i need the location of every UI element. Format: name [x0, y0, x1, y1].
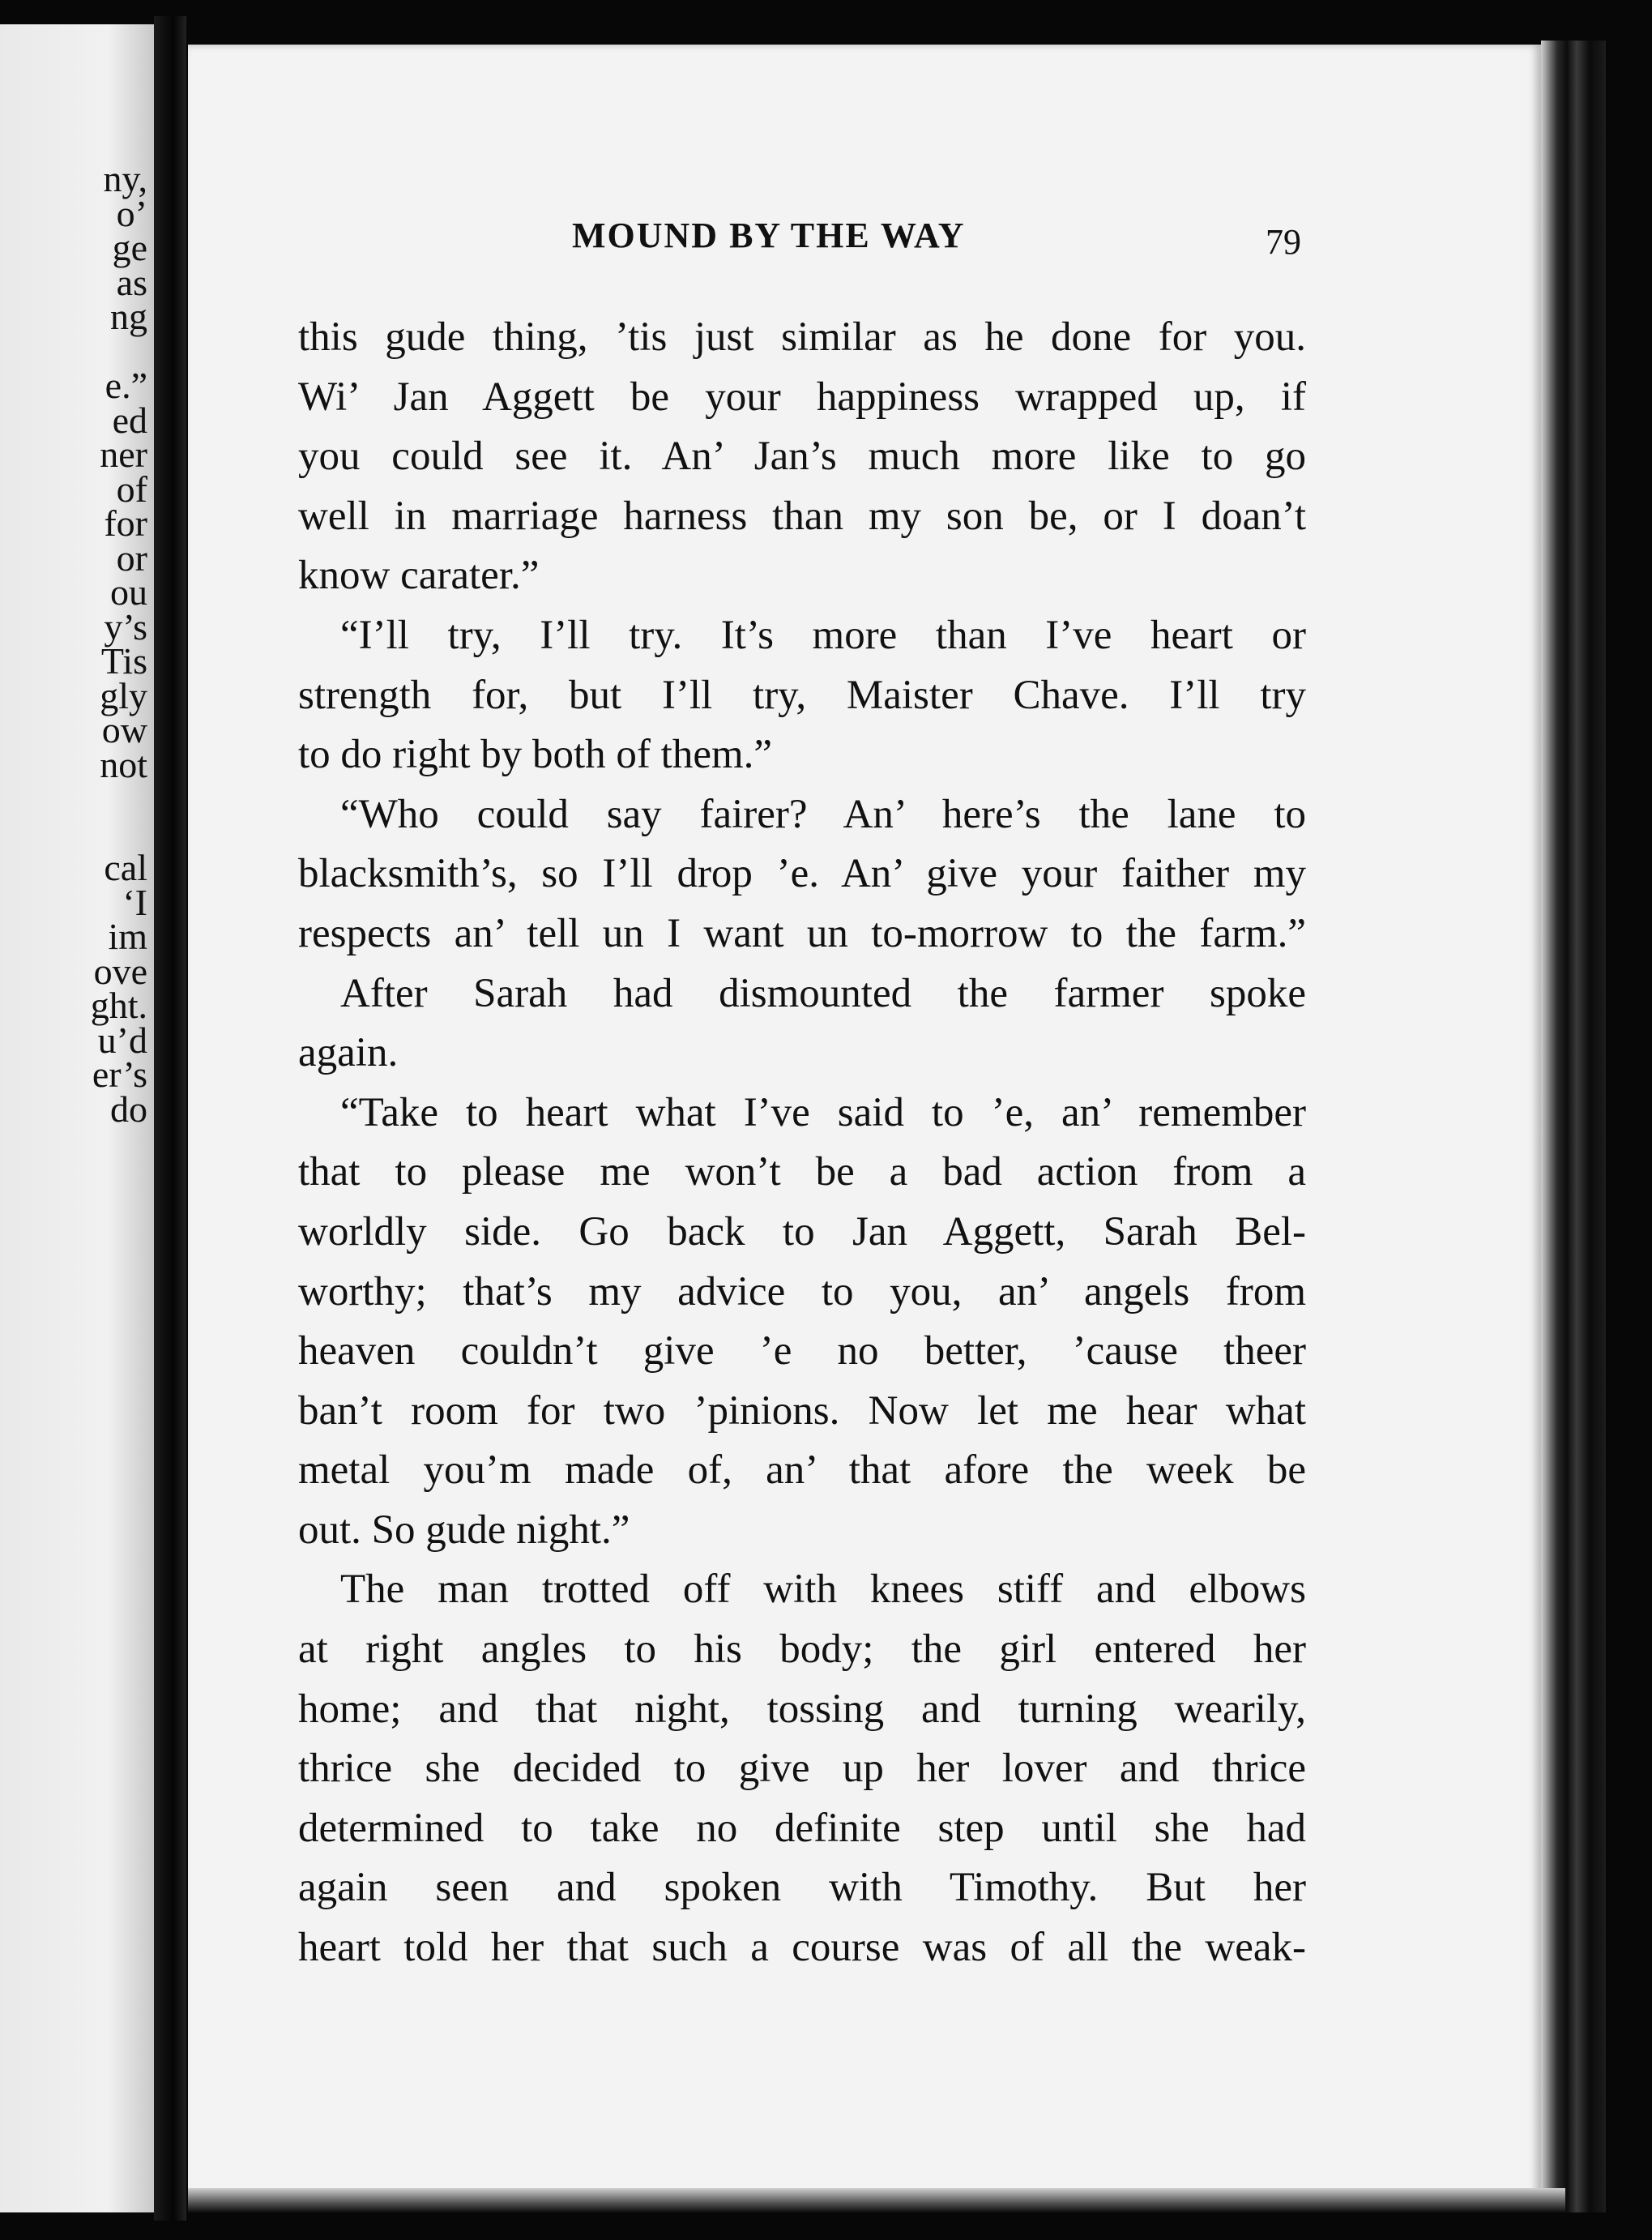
text-line: again seen and spoken with Timothy. But her — [298, 1865, 1306, 1911]
previous-page-line: gly — [100, 674, 147, 716]
text-line: ban’t room for two ’pinions. Now let me hear what — [298, 1387, 1306, 1434]
previous-page-line: for — [104, 502, 147, 544]
previous-page-line: o’ — [116, 192, 147, 234]
previous-page-line: im — [108, 916, 147, 957]
text-line: Wi’ Jan Aggett be your happiness wrapped up, if — [298, 374, 1306, 420]
text-line: thrice she decided to give up her lover and thrice — [298, 1746, 1306, 1792]
previous-page-line: ge — [112, 227, 147, 268]
page-header — [188, 215, 1541, 263]
body-text — [298, 308, 1306, 1978]
previous-page-line: ng — [110, 296, 147, 337]
previous-page-line: er’s — [92, 1054, 147, 1095]
previous-page-line: or — [116, 536, 147, 579]
previous-page-line: ny, — [103, 158, 147, 199]
running-title: MOUND BY THE WAY — [572, 216, 966, 255]
previous-page-line: ou — [110, 571, 147, 613]
previous-page-line: cal — [104, 847, 147, 888]
previous-page-line: ove — [93, 950, 147, 992]
previous-page-line: y’s — [104, 605, 147, 648]
text-line: “I’ll try, I’ll try. It’s more than I’ve heart or — [340, 612, 1306, 658]
text-line: The man trotted off with knees stiff and elbows — [340, 1567, 1306, 1613]
previous-page-line: of — [116, 468, 147, 510]
previous-page-line: do — [110, 1088, 147, 1130]
previous-page-line: ed — [112, 399, 147, 441]
text-line: determined to take no definite step until she had — [298, 1805, 1306, 1851]
text-line: metal you’m made of, an’ that afore the week be — [298, 1447, 1306, 1494]
text-line: heart told her that such a course was of all the weak- — [298, 1925, 1306, 1971]
previous-page-line: as — [116, 261, 147, 303]
previous-page-fragment — [0, 24, 154, 2212]
previous-page-line: not — [100, 743, 147, 785]
previous-page-line: ow — [101, 709, 147, 750]
previous-page-line: ner — [100, 434, 147, 475]
book-bottom-edge — [188, 2188, 1565, 2212]
text-line: again. — [298, 1030, 399, 1076]
text-line: blacksmith’s, so I’ll drop ’e. An’ give your faither my — [298, 851, 1306, 897]
text-line: “Who could say fairer? An’ here’s the lane to — [340, 791, 1306, 837]
book-page — [188, 45, 1541, 2204]
previous-page-line: u’d — [97, 1019, 147, 1061]
book-right-edge — [1541, 41, 1606, 2212]
text-line: you could see it. An’ Jan’s much more like to go — [298, 434, 1306, 480]
page-number: 79 — [1266, 222, 1301, 262]
text-line: “Take to heart what I’ve said to ’e, an’ remember — [340, 1089, 1306, 1135]
text-line: this gude thing, ’tis just similar as he done for you. — [298, 314, 1306, 360]
text-line: worthy; that’s my advice to you, an’ angels from — [298, 1268, 1306, 1315]
text-line: home; and that night, tossing and turning wearily, — [298, 1686, 1306, 1732]
text-line: out. So gude night.” — [298, 1507, 630, 1553]
text-line: strength for, but I’ll try, Maister Chave. I’ll try — [298, 672, 1306, 718]
text-line: worldly side. Go back to Jan Aggett, Sarah Bel- — [298, 1208, 1306, 1255]
previous-page-line: Tis — [100, 640, 147, 682]
text-line: After Sarah had dismounted the farmer spoke — [340, 970, 1306, 1016]
text-line: respects an’ tell un I want un to-morrow to the farm.” — [298, 910, 1306, 956]
text-line: to do right by both of them.” — [298, 732, 773, 778]
text-line: well in marriage harness than my son be, or I doan’t — [298, 493, 1306, 539]
previous-page-line: e.” — [105, 365, 147, 406]
text-line: know carater.” — [298, 553, 540, 599]
book-gutter — [154, 16, 186, 2221]
text-line: at right angles to his body; the girl entered her — [298, 1627, 1306, 1673]
text-line: that to please me won’t be a bad action from a — [298, 1149, 1306, 1195]
previous-page-line: ‘I — [122, 881, 147, 923]
previous-page-line: ght. — [90, 985, 147, 1026]
text-line: heaven couldn’t give ’e no better, ’cause theer — [298, 1328, 1306, 1374]
